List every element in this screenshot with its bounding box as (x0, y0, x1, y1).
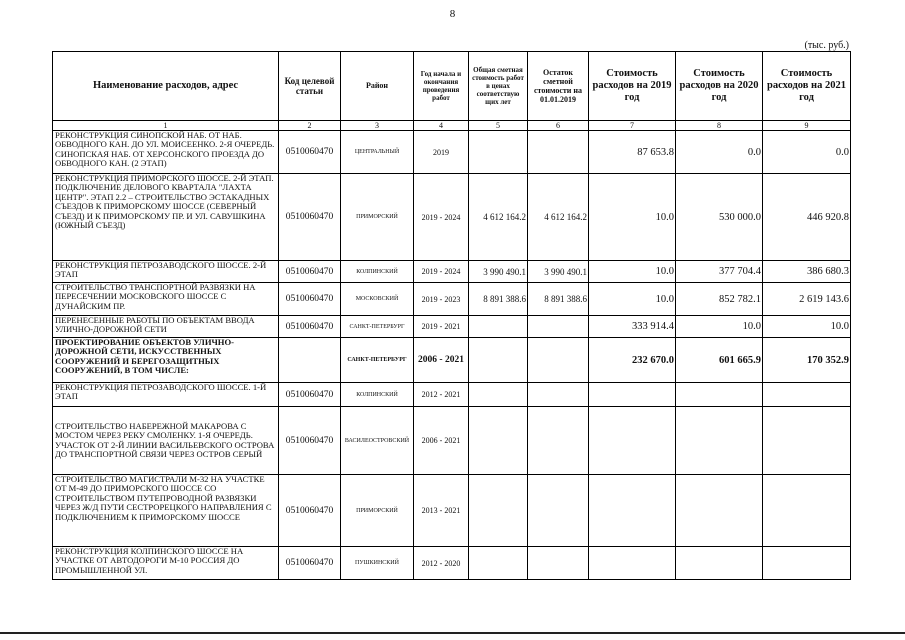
row-remain: 4 612 164.2 (528, 174, 589, 261)
row-cost-2019 (589, 407, 676, 475)
row-name: ПРОЕКТИРОВАНИЕ ОБЪЕКТОВ УЛИЧНО-ДОРОЖНОЙ СЕТИ, ИСКУССТВЕННЫХ СООРУЖЕНИЙ И БЕРЕГОЗАЩИТНЫХ СООРУЖЕНИЙ, В ТОМ ЧИСЛЕ: (53, 338, 279, 383)
page-number: 8 (449, 8, 456, 20)
row-cost-2021: 2 619 143.6 (763, 283, 851, 316)
row-remain (528, 131, 589, 174)
col-number: 2 (279, 121, 341, 131)
row-code: 0510060470 (279, 547, 341, 580)
row-cost-2020: 10.0 (676, 316, 763, 338)
table-row (53, 174, 851, 261)
row-cost-2019: 10.0 (589, 283, 676, 316)
units-label: (тыс. руб.) (804, 40, 849, 51)
row-district: САНКТ-ПЕТЕРБУРГ (341, 338, 414, 383)
row-remain: 8 891 388.6 (528, 283, 589, 316)
row-code: 0510060470 (279, 407, 341, 475)
row-cost-2021: 10.0 (763, 316, 851, 338)
table-row (53, 475, 851, 547)
row-total (469, 475, 528, 547)
row-name: РЕКОНСТРУКЦИЯ КОЛПИНСКОГО ШОССЕ НА УЧАСТКЕ ОТ АВТОДОРОГИ М-10 РОССИЯ ДО ПРОМЫШЛЕННОЙ УЛ. (53, 547, 279, 580)
row-district: ВАСИЛЕОСТРОВСКИЙ (341, 407, 414, 475)
row-total (469, 131, 528, 174)
col-number: 5 (469, 121, 528, 131)
col-number: 8 (676, 121, 763, 131)
row-district: ПРИМОРСКИЙ (341, 174, 414, 261)
row-years: 2013 - 2021 (414, 475, 469, 547)
row-years: 2019 - 2024 (414, 174, 469, 261)
row-cost-2020: 377 704.4 (676, 261, 763, 283)
row-cost-2021: 170 352.9 (763, 338, 851, 383)
row-code: 0510060470 (279, 174, 341, 261)
row-cost-2020: 530 000.0 (676, 174, 763, 261)
row-cost-2021: 386 680.3 (763, 261, 851, 283)
table-row (53, 316, 851, 338)
row-district: МОСКОВСКИЙ (341, 283, 414, 316)
col-number: 3 (341, 121, 414, 131)
row-years: 2006 - 2021 (414, 338, 469, 383)
row-name: РЕКОНСТРУКЦИЯ СИНОПСКОЙ НАБ. ОТ НАБ. ОБВОДНОГО КАН. ДО УЛ. МОИСЕЕНКО. 2-Я ОЧЕРЕДЬ. СИНОПСКАЯ НАБ. ОТ ХЕРСОНСКОГО ПРОЕЗДА ДО ОБВОДНОГО КАН. (2 ЭТАП) (53, 131, 279, 174)
col-number: 9 (763, 121, 851, 131)
row-cost-2019: 333 914.4 (589, 316, 676, 338)
row-cost-2020 (676, 407, 763, 475)
row-name: РЕКОНСТРУКЦИЯ ПЕТРОЗАВОДСКОГО ШОССЕ. 1-Й ЭТАП (53, 383, 279, 407)
row-cost-2019 (589, 383, 676, 407)
row-cost-2021 (763, 407, 851, 475)
header-district: Район (341, 52, 414, 121)
row-total (469, 407, 528, 475)
row-remain (528, 316, 589, 338)
row-cost-2019: 10.0 (589, 174, 676, 261)
row-cost-2020: 0.0 (676, 131, 763, 174)
row-code: 0510060470 (279, 131, 341, 174)
row-name: СТРОИТЕЛЬСТВО ТРАНСПОРТНОЙ РАЗВЯЗКИ НА ПЕРЕСЕЧЕНИИ МОСКОВСКОГО ШОССЕ С ДУНАЙСКИМ ПР. (53, 283, 279, 316)
header-code: Код целевой статьи (279, 52, 341, 121)
header-total: Общая сметная стоимость работ в ценах соответствую щих лет (469, 52, 528, 121)
row-name: РЕКОНСТРУКЦИЯ ПЕТРОЗАВОДСКОГО ШОССЕ. 2-Й ЭТАП (53, 261, 279, 283)
col-number: 1 (53, 121, 279, 131)
row-cost-2020: 852 782.1 (676, 283, 763, 316)
row-district: ПУШКИНСКИЙ (341, 547, 414, 580)
row-cost-2021: 446 920.8 (763, 174, 851, 261)
row-name: РЕКОНСТРУКЦИЯ ПРИМОРСКОГО ШОССЕ. 2-Й ЭТАП. ПОДКЛЮЧЕНИЕ ДЕЛОВОГО КВАРТАЛА "ЛАХТА ЦЕНТР". ЭТАП 2.2 – СТРОИТЕЛЬСТВО ЭСТАКАДНЫХ СЪЕЗДОВ К ПРИМОРСКОМУ ШОССЕ (СЕВЕРНЫЙ СЪЕЗД) И К ПРИМОРСКОМУ ПР. И УЛ. САВУШКИНА (ЮЖНЫЙ СЪЕЗД) (53, 174, 279, 261)
expenses-table (52, 51, 851, 580)
row-total: 3 990 490.1 (469, 261, 528, 283)
row-years: 2019 - 2023 (414, 283, 469, 316)
row-total: 8 891 388.6 (469, 283, 528, 316)
table-row (53, 261, 851, 283)
row-years: 2019 (414, 131, 469, 174)
row-remain (528, 547, 589, 580)
row-years: 2012 - 2021 (414, 383, 469, 407)
row-cost-2020: 601 665.9 (676, 338, 763, 383)
row-total (469, 547, 528, 580)
header-cost-2021: Стоимость расходов на 2021 год (763, 52, 851, 121)
row-cost-2020 (676, 383, 763, 407)
row-name: СТРОИТЕЛЬСТВО МАГИСТРАЛИ М-32 НА УЧАСТКЕ ОТ М-49 ДО ПРИМОРСКОГО ШОССЕ СО СТРОИТЕЛЬСТВОМ ПУТЕПРОВОДНОЙ РАЗВЯЗКИ ЧЕРЕЗ Ж/Д ПУТИ СЕСТРОРЕЦКОГО НАПРАВЛЕНИЯ С ПОДКЛЮЧЕНИЕМ К ПРИМОРСКОМУ ШОССЕ (53, 475, 279, 547)
row-code (279, 338, 341, 383)
row-district: САНКТ-ПЕТЕРБУРГ (341, 316, 414, 338)
row-remain (528, 338, 589, 383)
row-years: 2019 - 2024 (414, 261, 469, 283)
row-cost-2021: 0.0 (763, 131, 851, 174)
row-code: 0510060470 (279, 383, 341, 407)
row-code: 0510060470 (279, 283, 341, 316)
row-cost-2019 (589, 475, 676, 547)
row-district: КОЛПИНСКИЙ (341, 261, 414, 283)
row-cost-2019: 10.0 (589, 261, 676, 283)
row-code: 0510060470 (279, 475, 341, 547)
table-row (53, 547, 851, 580)
row-total: 4 612 164.2 (469, 174, 528, 261)
row-cost-2019: 87 653.8 (589, 131, 676, 174)
row-cost-2021 (763, 475, 851, 547)
header-remain: Остаток сметной стоимости на 01.01.2019 (528, 52, 589, 121)
row-district: КОЛПИНСКИЙ (341, 383, 414, 407)
row-name: СТРОИТЕЛЬСТВО НАБЕРЕЖНОЙ МАКАРОВА С МОСТОМ ЧЕРЕЗ РЕКУ СМОЛЕНКУ. 1-Я ОЧЕРЕДЬ. УЧАСТОК ОТ 2-Й ЛИНИИ ВАСИЛЬЕВСКОГО ОСТРОВА ДО ТРАНСПОРТНОЙ СВЯЗИ ЧЕРЕЗ ОСТРОВ СЕРЫЙ (53, 407, 279, 475)
row-code: 0510060470 (279, 316, 341, 338)
header-row (53, 52, 851, 121)
table-row (53, 338, 851, 383)
row-remain (528, 407, 589, 475)
row-cost-2021 (763, 547, 851, 580)
table-row (53, 283, 851, 316)
col-number: 7 (589, 121, 676, 131)
row-years: 2006 - 2021 (414, 407, 469, 475)
row-name: ПЕРЕНЕСЕННЫЕ РАБОТЫ ПО ОБЪЕКТАМ ВВОДА УЛИЧНО-ДОРОЖНОЙ СЕТИ (53, 316, 279, 338)
row-remain (528, 383, 589, 407)
row-total (469, 316, 528, 338)
row-district: ПРИМОРСКИЙ (341, 475, 414, 547)
table-row (53, 407, 851, 475)
row-code: 0510060470 (279, 261, 341, 283)
row-remain: 3 990 490.1 (528, 261, 589, 283)
row-total (469, 338, 528, 383)
row-years: 2019 - 2021 (414, 316, 469, 338)
row-cost-2019: 232 670.0 (589, 338, 676, 383)
row-years: 2012 - 2020 (414, 547, 469, 580)
header-years: Год начала и окончания проведения работ (414, 52, 469, 121)
header-cost-2020: Стоимость расходов на 2020 год (676, 52, 763, 121)
row-total (469, 383, 528, 407)
row-cost-2020 (676, 475, 763, 547)
col-number: 6 (528, 121, 589, 131)
header-name: Наименование расходов, адрес (53, 52, 279, 121)
column-number-row (53, 121, 851, 131)
header-cost-2019: Стоимость расходов на 2019 год (589, 52, 676, 121)
row-cost-2019 (589, 547, 676, 580)
row-district: ЦЕНТРАЛЬНЫЙ (341, 131, 414, 174)
col-number: 4 (414, 121, 469, 131)
row-cost-2021 (763, 383, 851, 407)
bottom-divider (0, 632, 905, 634)
row-cost-2020 (676, 547, 763, 580)
row-remain (528, 475, 589, 547)
table-row (53, 131, 851, 174)
table-row (53, 383, 851, 407)
